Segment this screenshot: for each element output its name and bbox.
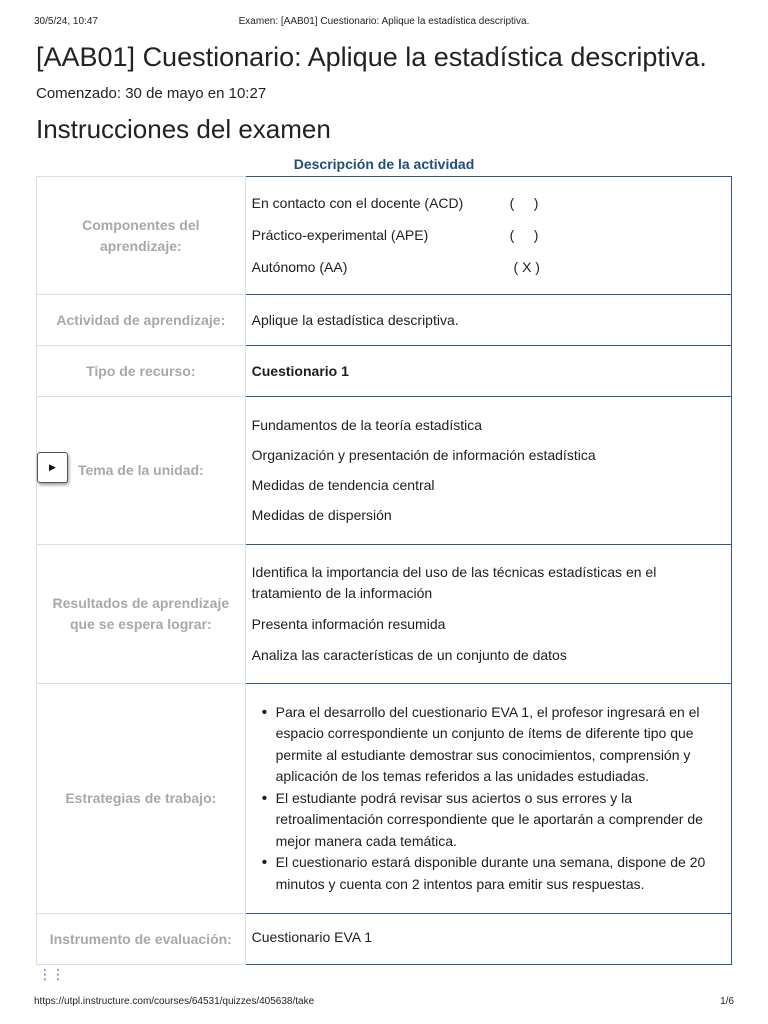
learning-activity-label: Actividad de aprendizaje: <box>37 295 246 346</box>
print-page-number: 1/6 <box>720 996 734 1007</box>
evaluation-instrument-row <box>37 914 732 965</box>
activity-description-heading: Descripción de la actividad <box>293 156 475 172</box>
unit-topic-row <box>37 397 732 545</box>
unit-topic-item: Fundamentos de la teoría estadística <box>251 417 482 433</box>
unit-topic-value <box>245 397 731 545</box>
components-row <box>37 177 732 295</box>
strategy-item: • El cuestionario estará disponible durante una semana, dispone de 20 minutos y cuenta con 2 intentos para emitir sus respuestas. <box>260 852 725 895</box>
strategy-item: • El estudiante podrá revisar sus aciertos o sus errores y la retroalimentación correspondiente que le aportarán a comprender de mejor manera cada temática. <box>260 788 725 853</box>
component-item: En contacto con el docente (ACD) ( ) <box>251 195 539 211</box>
print-header <box>34 16 734 30</box>
resource-type-label: Tipo de recurso: <box>37 346 246 397</box>
print-footer <box>34 996 734 1010</box>
components-value <box>245 177 731 295</box>
learning-outcomes-value <box>245 545 731 684</box>
evaluation-instrument-label: Instrumento de evaluación: <box>37 914 246 965</box>
unit-topic-item: Medidas de dispersión <box>251 507 392 523</box>
learning-outcomes-label: Resultados de aprendizaje que se espera lograr: <box>37 545 246 684</box>
instructions-heading: Instrucciones del examen <box>36 114 331 144</box>
learning-outcomes-row <box>37 545 732 684</box>
evaluation-instrument-value: Cuestionario EVA 1 <box>245 914 731 965</box>
started-timestamp: Comenzado: 30 de mayo en 10:27 <box>36 85 267 102</box>
learning-outcome-item: Analiza las características de un conjunto de datos <box>251 647 567 663</box>
strategies-label: Estrategias de trabajo: <box>37 684 246 914</box>
activity-table <box>36 176 732 965</box>
unit-topic-item: Organización y presentación de información estadística <box>251 447 596 463</box>
play-icon: ▶ <box>49 462 56 472</box>
strategies-row <box>37 684 732 914</box>
quiz-title: [AAB01] Cuestionario: Aplique la estadística descriptiva. <box>36 42 707 72</box>
learning-outcome-item: Presenta información resumida <box>251 616 446 632</box>
strategies-list <box>252 698 725 900</box>
strategies-value <box>245 684 731 914</box>
unit-topic-label-cell <box>37 397 246 545</box>
strategy-item: • Para el desarrollo del cuestionario EVA 1, el profesor ingresará en el espacio correspondiente un conjunto de ítems de diferente tipo que permite al estudiante demostrar sus conocimientos, comprensión y aplicación de los temas referidos a las unidades estudiadas. <box>260 702 725 788</box>
print-title: Examen: [AAB01] Cuestionario: Aplique la estadística descriptiva. <box>238 16 530 27</box>
print-datetime: 30/5/24, 10:47 <box>34 16 98 27</box>
resource-type-row <box>37 346 732 397</box>
learning-activity-value: Aplique la estadística descriptiva. <box>245 295 731 346</box>
learning-activity-row <box>37 295 732 346</box>
learning-outcome-item: Identifica la importancia del uso de las técnicas estadísticas en el tratamiento de la información <box>251 564 657 601</box>
components-label: Componentes del aprendizaje: <box>37 177 246 295</box>
component-item: Autónomo (AA) ( X ) <box>251 259 540 275</box>
play-button[interactable] <box>37 452 68 483</box>
component-item: Práctico-experimental (APE) ( ) <box>251 227 539 243</box>
resource-type-value: Cuestionario 1 <box>245 346 731 397</box>
print-url: https://utpl.instructure.com/courses/64531/quizzes/405638/take <box>34 996 315 1007</box>
drag-handle-icon[interactable]: ⋮⋮ <box>38 966 64 982</box>
unit-topic-item: Medidas de tendencia central <box>251 477 435 493</box>
unit-topic-label: Tema de la unidad: <box>77 462 204 478</box>
